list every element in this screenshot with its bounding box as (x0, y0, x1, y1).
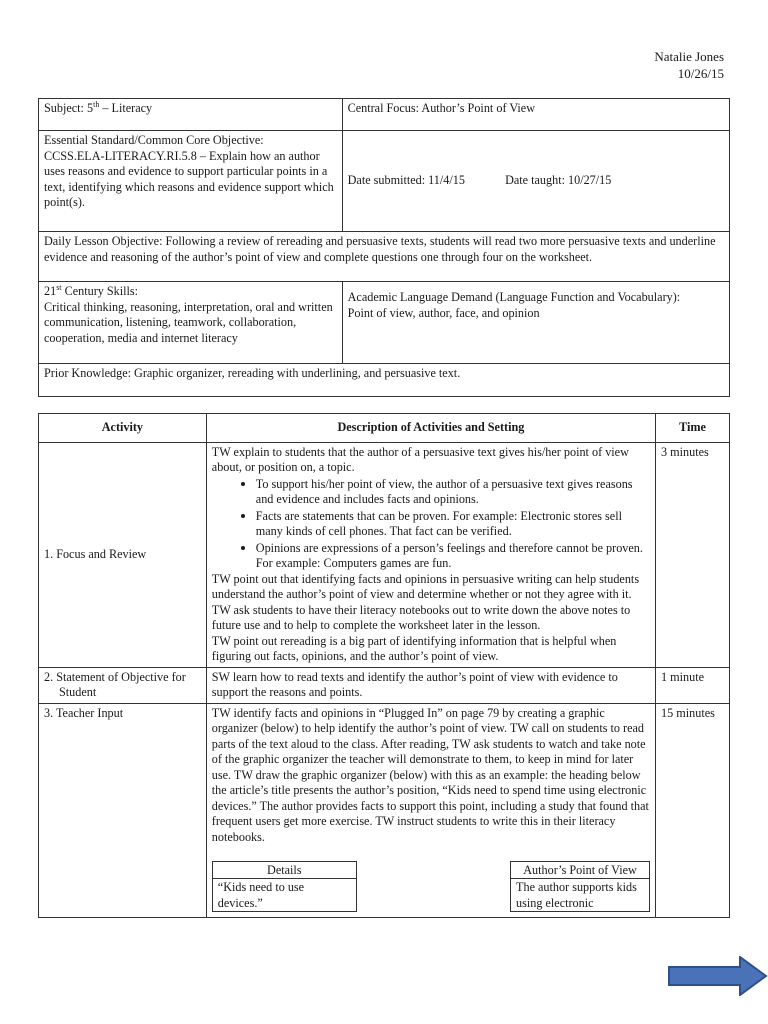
list-item: • Facts are statements that can be proven. For example: Electronic stores sell many kinds of cell phones. That fact can be verified. (256, 508, 650, 540)
activity-time: 3 minutes (656, 442, 730, 667)
dates-cell (342, 131, 729, 232)
activity-time: 1 minute (656, 667, 730, 703)
facts-opinions-list (212, 476, 650, 572)
pov-text: The author supports kids using electronic (511, 879, 650, 912)
activity-description: TW identify facts and opinions in “Plugged In” on page 79 by creating a graphic organizer (below) to help identify the author’s point of view. TW call on students to read parts of the text aloud to the class. After reading, TW ask students to watch and take note of the graphic organizer the teacher will demonstrate to them, to keep in mind for later use. TW draw the graphic organizer (below) with this as an example: the heading below the article’s title presents the author’s position, “Kids need to spend time using electronic devices.” The author provides facts to support this point, including a study that found that frequent users get more exercise. TW instruct students to write this in their literacy notebooks. Details “Kids need to use devices.” Author’s Point of View The author supports kids using electronic (206, 703, 655, 918)
activity-name: 1. Focus and Review (39, 442, 207, 667)
description-header: Description of Activities and Setting (206, 414, 655, 443)
activity-name: 3. Teacher Input (39, 703, 207, 918)
language-text: Point of view, author, face, and opinion (347, 305, 540, 320)
activity-row (39, 703, 730, 918)
date-submitted: Date submitted: 11/4/15 (347, 173, 465, 188)
objective-label: Essential Standard/Common Core Objective: (44, 133, 264, 147)
pov-header: Author’s Point of View (511, 862, 650, 879)
prior-knowledge-cell: Prior Knowledge: Graphic organizer, rereading with underlining, and persuasive text. (39, 364, 730, 397)
activities-table (38, 413, 730, 918)
details-header: Details (212, 862, 356, 879)
activity-description: TW explain to students that the author of a persuasive text gives his/her point of view about, or position on, a topic. • To support his/her point of view, the author of a persuasive text gives reasons and evidence and includes facts and opinions. • Facts are statements that can be proven. For example: Electronic stores sell many kinds of cell phones. That fact can be verified. • Opinions are expressions of a person’s feelings and therefore cannot be proven. For example: Computers games are fun. TW point out that identifying facts and opinions in persuasive writing can help students understand the author’s point of view and determine whether or not they agree with it. TW ask students to have their literacy notebooks out to write down the above notes to future use and to help to complete the worksheet later in the lesson. TW point out rereading is a big part of identifying information that is helpful when figuring out facts, opinions, and the author’s point of view. (206, 442, 655, 667)
header-date: 10/26/15 (677, 66, 724, 81)
graphic-organizer (212, 861, 650, 915)
objective-text: CCSS.ELA-LITERACY.RI.5.8 – Explain how an author uses reasons and evidence to support particular points in a text, identifying which reasons and evidence support which point(s). (44, 148, 334, 209)
activity-time: 15 minutes (656, 703, 730, 918)
details-box (212, 861, 357, 912)
subject-cell: Subject: 5th – Literacy (39, 99, 343, 131)
activity-name: 2. Statement of Objective for Student (39, 667, 207, 703)
point-of-view-box (510, 861, 650, 912)
activity-row (39, 442, 730, 667)
activity-header: Activity (39, 414, 207, 443)
language-label: Academic Language Demand (Language Function and Vocabulary): (347, 290, 681, 304)
activity-description: SW learn how to read texts and identify the author’s point of view with evidence to support the reasons and points. (206, 667, 655, 703)
academic-language-cell (342, 282, 729, 364)
daily-objective-cell: Daily Lesson Objective: Following a review of rereading and persuasive texts, students will read two more persuasive texts and underline evidence and reasoning of the author’s point of view and complete questions one through four on the worksheet. (39, 232, 730, 282)
central-focus-cell: Central Focus: Author’s Point of View (342, 99, 729, 131)
time-header: Time (656, 414, 730, 443)
list-item: • To support his/her point of view, the author of a persuasive text gives reasons and evidence and includes facts and opinions. (256, 476, 650, 508)
objective-cell (39, 131, 343, 232)
lesson-info-table (38, 98, 730, 397)
skills-cell: 21st Century Skills: Critical thinking, reasoning, interpretation, oral and written communication, listening, teamwork, collaboration, cooperation, media and internet literacy (39, 282, 343, 364)
skills-text: Critical thinking, reasoning, interpretation, oral and written communication, listening, teamwork, collaboration, cooperation, media and internet literacy (44, 299, 333, 345)
document-header (654, 48, 724, 82)
author-name: Natalie Jones (654, 49, 724, 64)
list-item: • Opinions are expressions of a person’s feelings and therefore cannot be proven. For example: Computers games are fun. (256, 540, 650, 572)
activity-row (39, 667, 730, 703)
details-text: “Kids need to use devices.” (212, 879, 356, 912)
date-taught: Date taught: 10/27/15 (505, 173, 612, 188)
next-page-arrow-icon[interactable] (668, 956, 768, 996)
